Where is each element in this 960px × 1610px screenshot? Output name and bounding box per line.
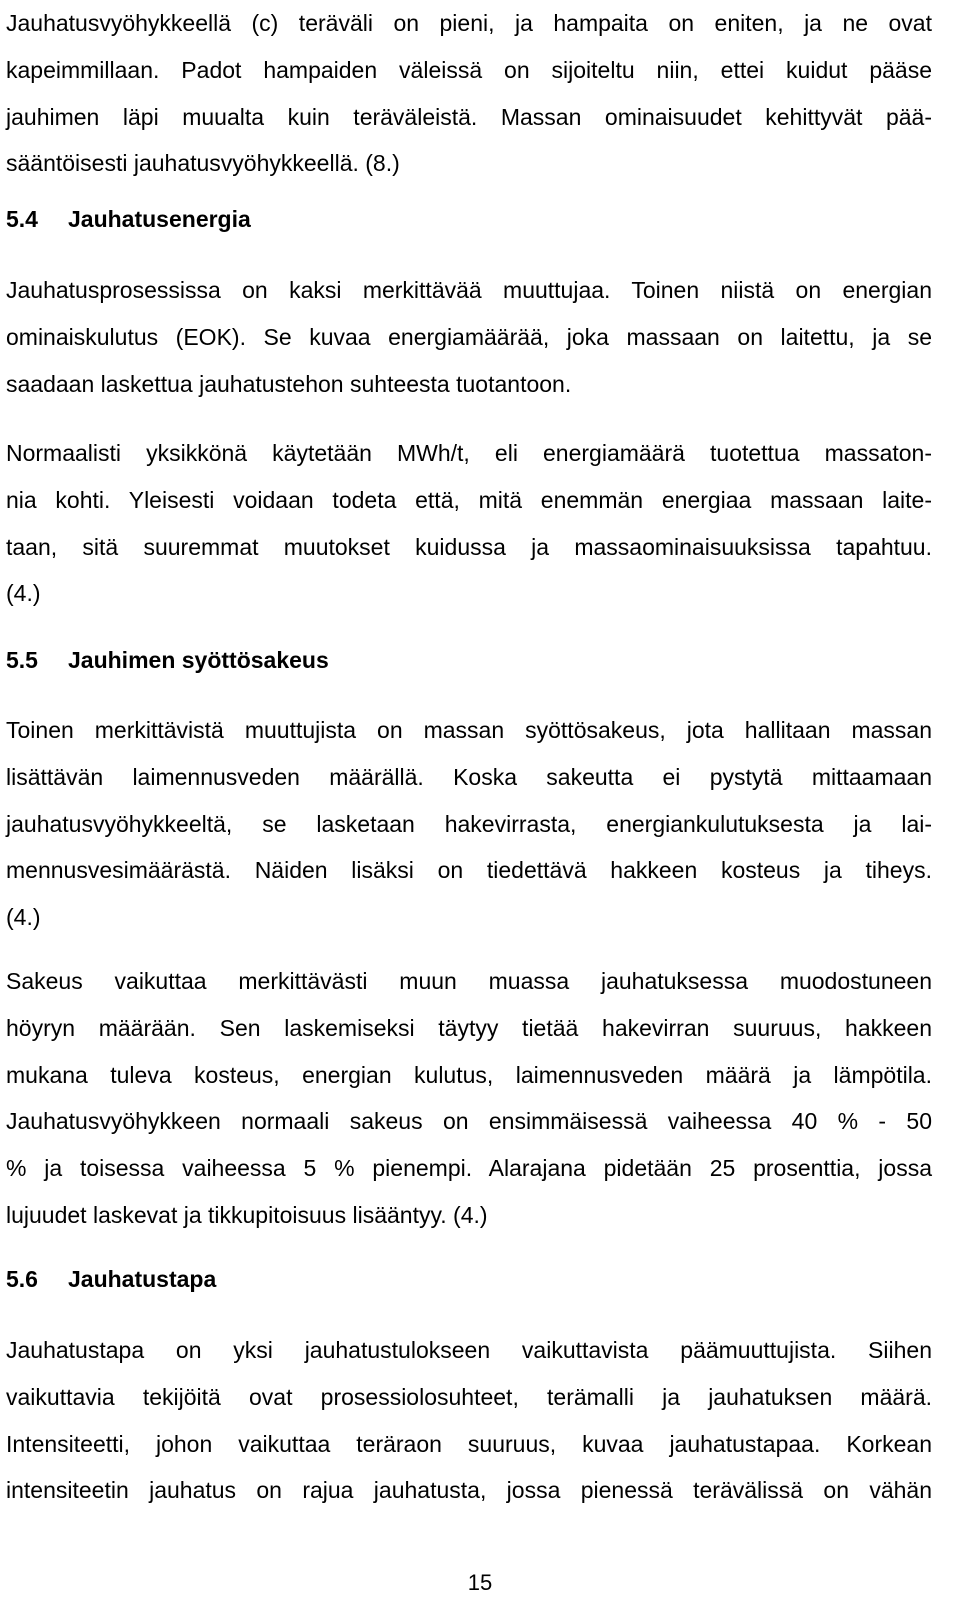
paragraph-steam (6, 958, 932, 1239)
paragraph-energy (6, 267, 932, 407)
text-line: % ja toisessa vaiheessa 5 % pienempi. Alarajana pidetään 25 prosenttia, jossa (6, 1155, 932, 1182)
text-line: höyryn määrään. Sen laskemiseksi täytyy tietää hakevirran suuruus, hakkeen (6, 1014, 932, 1041)
heading-number: 5.4 (6, 206, 38, 232)
text-line: lujuudet laskevat ja tikkupitoisuus lisääntyy. (4.) (6, 1201, 488, 1228)
paragraph-refining-method (6, 1327, 932, 1514)
section-heading-5-4 (6, 196, 251, 243)
text-line: (4.) (6, 904, 41, 931)
text-line: Jauhatustapa on yksi jauhatustulokseen vaikuttavista päämuuttujista. Siihen (6, 1337, 932, 1363)
heading-title: Jauhimen syöttösakeus (68, 647, 329, 673)
text-line: Jauhatusprosessissa on kaksi merkittävää muuttujaa. Toinen niistä on energian (6, 277, 932, 303)
text-line: ominaiskulutus (EOK). Se kuvaa energiamäärää, joka massaan on laitettu, ja se (6, 323, 932, 350)
text-line: sääntöisesti jauhatusvyöhykkeellä. (8.) (6, 150, 400, 177)
text-line: lisättävän laimennusveden määrällä. Koska sakeutta ei pystytä mittaamaan (6, 763, 932, 790)
text-line: mukana tuleva kosteus, energian kulutus, laimennusveden määrä ja lämpötila. (6, 1061, 932, 1088)
heading-title: Jauhatusenergia (68, 206, 251, 232)
heading-title: Jauhatustapa (68, 1266, 217, 1292)
heading-number: 5.5 (6, 647, 38, 673)
text-line: taan, sitä suuremmat muutokset kuidussa ja massaominaisuuksissa tapahtuu. (6, 533, 932, 560)
text-line: vaikuttavia tekijöitä ovat prosessiolosuhteet, terämalli ja jauhatuksen määrä. (6, 1383, 932, 1410)
text-line: intensiteetin jauhatus on rajua jauhatusta, jossa pienessä terävälissä on vähän (6, 1477, 932, 1504)
text-line: (4.) (6, 580, 41, 607)
heading-number: 5.6 (6, 1266, 38, 1292)
text-line: jauhimen läpi muualta kuin teräväleistä. Massan ominaisuudet kehittyvät pää- (6, 103, 932, 130)
text-line: Jauhatusvyöhykkeen normaali sakeus on ensimmäisessä vaiheessa 40 % - 50 (6, 1108, 932, 1135)
paragraph-unit (6, 430, 932, 617)
section-heading-5-5 (6, 637, 329, 684)
text-line: saadaan laskettua jauhatustehon suhteesta tuotantoon. (6, 370, 572, 397)
text-line: mennusvesimäärästä. Näiden lisäksi on tiedettävä hakkeen kosteus ja tiheys. (6, 857, 932, 884)
text-line: nia kohti. Yleisesti voidaan todeta että, mitä enemmän energiaa massaan laite- (6, 486, 932, 513)
text-line: jauhatusvyöhykkeeltä, se lasketaan hakevirrasta, energiankulutuksesta ja lai- (6, 810, 932, 837)
text-line: Toinen merkittävistä muuttujista on massan syöttösakeus, jota hallitaan massan (6, 717, 932, 743)
paragraph-mill-zone (6, 0, 932, 187)
page-number: 15 (467, 1570, 493, 1595)
paragraph-consistency (6, 707, 932, 941)
section-heading-5-6 (6, 1256, 216, 1303)
text-line: Normaalisti yksikkönä käytetään MWh/t, eli energiamäärä tuotettua massaton- (6, 440, 932, 466)
text-line: Sakeus vaikuttaa merkittävästi muun muassa jauhatuksessa muodostuneen (6, 968, 932, 994)
text-line: Intensiteetti, johon vaikuttaa teräraon suuruus, kuvaa jauhatustapaa. Korkean (6, 1430, 932, 1457)
text-line: Jauhatusvyöhykkeellä (c) teräväli on pieni, ja hampaita on eniten, ja ne ovat (6, 10, 932, 36)
text-line: kapeimmillaan. Padot hampaiden väleissä on sijoiteltu niin, ettei kuidut pääse (6, 56, 932, 83)
